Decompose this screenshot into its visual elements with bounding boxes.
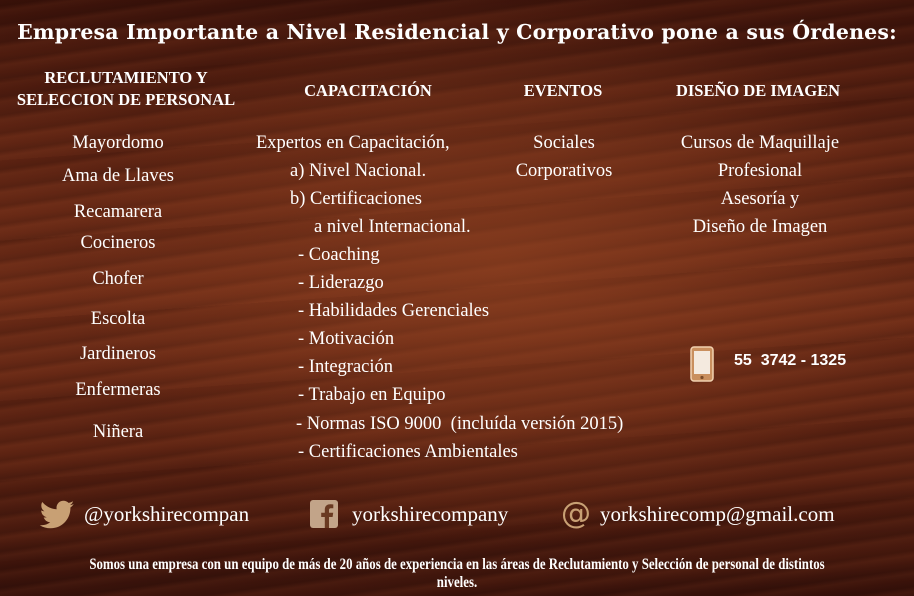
list-item: - Trabajo en Equipo bbox=[298, 385, 446, 405]
list-item: Corporativos bbox=[515, 161, 613, 181]
list-item: Expertos en Capacitación, bbox=[256, 133, 450, 153]
email-address[interactable]: yorkshirecomp@gmail.com bbox=[600, 502, 835, 526]
page-title: Empresa Importante a Nivel Residencial y Corporativo pone a sus Órdenes: bbox=[17, 20, 897, 44]
list-item: Diseño de Imagen bbox=[692, 217, 828, 237]
twitter-handle[interactable]: @yorkshirecompan bbox=[84, 502, 250, 526]
list-item: Ama de Llaves bbox=[62, 166, 174, 186]
list-item: - Normas ISO 9000 (incluída versión 2015) bbox=[296, 414, 624, 434]
list-item: - Integración bbox=[298, 357, 394, 377]
list-item: Asesoría y bbox=[720, 189, 800, 209]
list-item: - Coaching bbox=[298, 245, 380, 265]
list-item: Profesional bbox=[717, 161, 803, 181]
list-item: Jardineros bbox=[79, 344, 157, 364]
phone-number: 55 3742 - 1325 bbox=[734, 352, 847, 369]
footer-text: Somos una empresa con un equipo de más de 20 años de experiencia en las áreas de Reclutamiento y Selección de personal de distintos niveles. bbox=[89, 556, 825, 591]
heading-reclutamiento-line1: RECLUTAMIENTO Y bbox=[44, 68, 208, 87]
phone-icon bbox=[690, 346, 714, 382]
list-item: - Certificaciones Ambientales bbox=[298, 442, 518, 462]
list-item: Chofer bbox=[92, 269, 144, 289]
heading-imagen: DISEÑO DE IMAGEN bbox=[675, 81, 841, 100]
list-item: Escolta bbox=[90, 309, 146, 329]
list-item: b) Certificaciones bbox=[290, 189, 423, 209]
list-item: - Motivación bbox=[298, 329, 395, 349]
list-item: Cursos de Maquillaje bbox=[680, 133, 840, 153]
twitter-bird-icon bbox=[38, 500, 76, 530]
facebook-icon bbox=[310, 500, 338, 528]
at-sign-icon: @ bbox=[561, 496, 591, 531]
list-item: a) Nivel Nacional. bbox=[290, 161, 427, 181]
list-item: Recamarera bbox=[73, 202, 163, 222]
list-item: Cocineros bbox=[80, 233, 156, 253]
heading-capacitacion: CAPACITACIÓN bbox=[304, 81, 432, 100]
list-item: Niñera bbox=[92, 422, 144, 442]
heading-reclutamiento-line2: SELECCION DE PERSONAL bbox=[16, 90, 236, 109]
list-item: Sociales bbox=[533, 133, 595, 153]
list-item: a nivel Internacional. bbox=[314, 217, 471, 237]
heading-eventos: EVENTOS bbox=[523, 81, 603, 100]
facebook-handle[interactable]: yorkshirecompany bbox=[352, 502, 509, 526]
list-item: Enfermeras bbox=[75, 380, 161, 400]
list-item: - Habilidades Gerenciales bbox=[298, 301, 490, 321]
heading-reclutamiento bbox=[8, 67, 244, 111]
list-item: - Liderazgo bbox=[298, 273, 384, 293]
list-item: Mayordomo bbox=[72, 133, 164, 153]
